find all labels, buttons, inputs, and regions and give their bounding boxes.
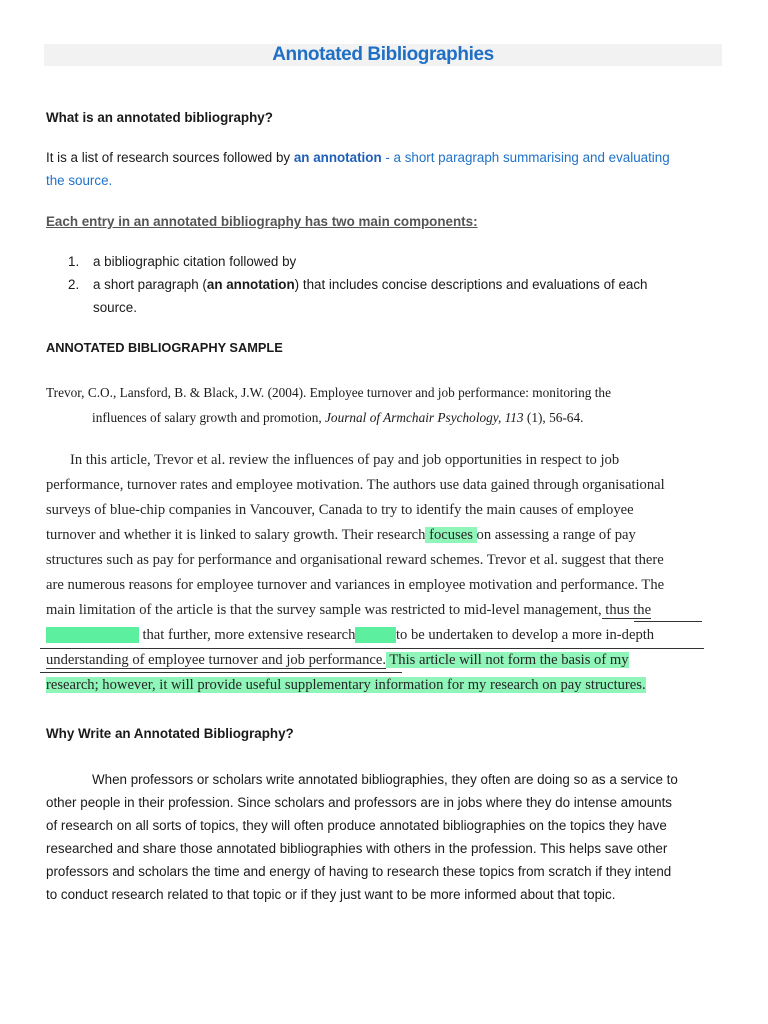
citation-text: influences of salary growth and promotion, [92,410,326,425]
annotation-paragraph [46,448,716,698]
list-number: 2. [68,277,80,292]
citation-line-2 [46,405,736,430]
list-item [68,250,728,273]
annotation-line [46,623,716,648]
annotation-line: performance, turnover rates and employee motivation. The authors use data gained through organisational [46,477,665,493]
why-line: of research on all sorts of topics, they will often produce annotated bibliographies on the topics they have [46,818,667,833]
highlight-focuses: focuses [425,527,477,543]
why-line: professors and scholars the time and energy of having to research these topics from scratch if they intend [46,864,672,879]
highlight-authors-indicate: authors indicate [46,627,139,643]
annotation-line [46,673,716,698]
list-term: an annotation [206,277,295,292]
annotation-line [46,598,716,623]
definition-term: an annotation [293,150,382,165]
highlight-sentence: research; however, it will provide useful supplementary information for my research on pay structures. [46,677,646,693]
citation [46,380,736,430]
underlined-text: thus the [601,602,652,618]
why-line: other people in their profession. Since scholars and professors are in jobs where they do intense amounts [46,795,672,810]
annotation-line: surveys of blue-chip companies in Vancouver, Canada to try to identify the main causes of employee [46,502,634,518]
annotation-text: to be undertaken to develop a more in-depth [395,627,655,643]
list-text-post: ) that includes concise descriptions and evaluations of each [294,277,648,292]
underline-rule [40,648,704,649]
components-heading: Each entry in an annotated bibliography has two main components: [46,214,478,229]
underline-rule [634,621,702,622]
question-heading-1: What is an annotated bibliography? [46,110,273,125]
annotation-line: are numerous reasons for employee turnover and variances in employee motivation and performance. The [46,577,665,593]
list-text-continued: source. [93,300,137,315]
journal-name: Journal of Armchair Psychology, 113 [325,410,524,425]
question-heading-2: Why Write an Annotated Bibliography? [46,726,294,741]
list-item [68,273,728,319]
why-line: When professors or scholars write annotated bibliographies, they often are doing so as a service to [92,772,678,787]
annotation-line [46,523,716,548]
highlight-needs: needs [355,627,396,643]
highlight-sentence: This article will not form the basis of my [386,652,629,668]
annotation-text: that further, more extensive research [138,627,356,643]
annotation-line: structures such as pay for performance and organisational reward schemes. Trevor et al. suggest that there [46,552,664,568]
annotation-text: main limitation of the article is that the survey sample was restricted to mid-level management, [46,602,602,618]
citation-issue: (1), 56-64. [523,410,584,425]
definition-continued: the source. [46,173,113,188]
definition-dash: - a short paragraph summarising and evaluating [381,150,670,165]
underline-rule [40,672,402,673]
sample-heading: ANNOTATED BIBLIOGRAPHY SAMPLE [46,340,283,355]
annotation-text: on assessing a range of pay [476,527,636,543]
citation-line-1: Trevor, C.O., Lansford, B. & Black, J.W. (2004). Employee turnover and job performance: monitoring the [46,385,611,400]
why-line: researched and share those annotated bibliographies with others in the profession. This helps save other [46,841,668,856]
title-bar [44,44,722,66]
annotation-line: In this article, Trevor et al. review the influences of pay and job opportunities in respect to job [70,452,620,468]
list-text-pre: a short paragraph ( [93,277,207,292]
why-paragraph [46,768,726,906]
components-list [68,250,728,319]
list-text: a bibliographic citation followed by [93,254,297,269]
definition-lead: It is a list of research sources followed by [46,150,294,165]
why-line: to conduct research related to that topic or if they just want to be more informed about that topic. [46,887,616,902]
annotation-line [46,648,716,673]
underlined-text: understanding of employee turnover and job performance. [46,652,386,668]
page-title: Annotated Bibliographies [272,44,494,65]
list-number: 1. [68,254,80,269]
annotation-text: turnover and whether it is linked to salary growth. Their research [46,527,426,543]
definition-paragraph [46,146,736,192]
